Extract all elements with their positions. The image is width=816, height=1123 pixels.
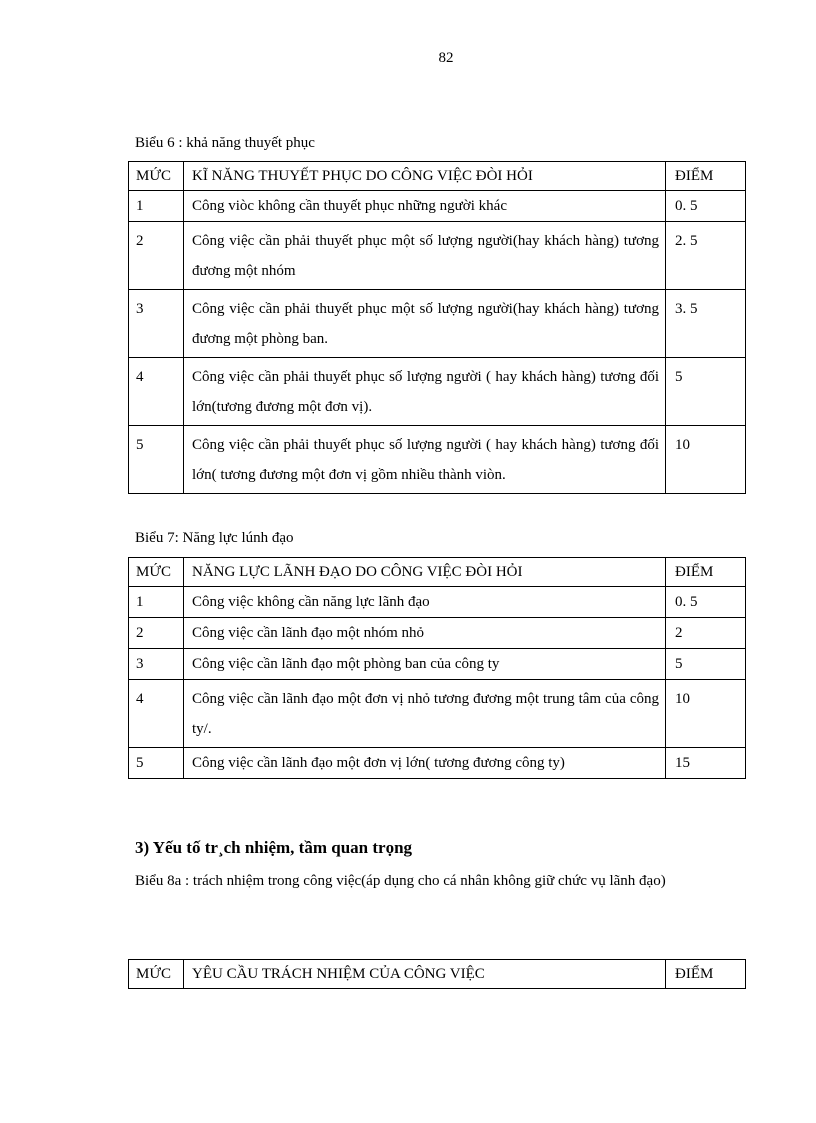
table-row (129, 587, 746, 618)
row-description: Công việc cần phải thuyết phục số lượng người ( hay khách hàng) tương đối lớn( tương đương một đơn vị gồm nhiều thành viòn. (184, 426, 666, 494)
table-row (129, 426, 746, 494)
row-score: 15 (666, 748, 746, 779)
header-description: KĨ NĂNG THUYẾT PHỤC DO CÔNG VIỆC ĐÒI HỎI (184, 162, 666, 191)
table-header-row (129, 558, 746, 587)
table-row (129, 222, 746, 290)
row-level: 4 (129, 358, 184, 426)
table8a-caption: Biểu 8a : trách nhiệm trong công việc(áp dụng cho cá nhân không giữ chức vụ lãnh đạo) (135, 873, 666, 889)
row-level: 2 (129, 222, 184, 290)
table6-caption: Biểu 6 : khả năng thuyết phục (135, 135, 315, 151)
row-score: 0. 5 (666, 587, 746, 618)
row-description: Công việc cần lãnh đạo một đơn vị nhỏ tương đương một trung tâm của công ty/. (184, 680, 666, 748)
header-level: MỨC (129, 960, 184, 989)
row-level: 4 (129, 680, 184, 748)
row-score: 2 (666, 618, 746, 649)
row-level: 2 (129, 618, 184, 649)
row-level: 3 (129, 290, 184, 358)
persuasion-skill-table (128, 161, 746, 494)
header-description: NĂNG LỰC LÃNH ĐẠO DO CÔNG VIỆC ĐÒI HỎI (184, 558, 666, 587)
page-number: 82 (438, 50, 454, 66)
responsibility-table (128, 959, 746, 989)
row-score: 10 (666, 680, 746, 748)
table-header-row (129, 960, 746, 989)
header-score: ĐIỂM (666, 960, 746, 989)
table-row (129, 191, 746, 222)
row-level: 1 (129, 191, 184, 222)
leadership-ability-table (128, 557, 746, 779)
row-score: 5 (666, 358, 746, 426)
row-level: 1 (129, 587, 184, 618)
row-description: Công viòc không cần thuyết phục những người khác (184, 191, 666, 222)
table-header-row (129, 162, 746, 191)
row-description: Công việc cần lãnh đạo một phòng ban của công ty (184, 649, 666, 680)
row-description: Công việc cần lãnh đạo một nhóm nhỏ (184, 618, 666, 649)
row-level: 3 (129, 649, 184, 680)
row-score: 3. 5 (666, 290, 746, 358)
section-heading: 3) Yếu tố tr¸ch nhiệm, tầm quan trọng (135, 838, 413, 857)
header-description: YÊU CẦU TRÁCH NHIỆM CỦA CÔNG VIỆC (184, 960, 666, 989)
table-row (129, 618, 746, 649)
row-level: 5 (129, 748, 184, 779)
row-score: 0. 5 (666, 191, 746, 222)
row-level: 5 (129, 426, 184, 494)
table-row (129, 680, 746, 748)
row-score: 2. 5 (666, 222, 746, 290)
row-description: Công việc cần phải thuyết phục một số lượng người(hay khách hàng) tương đương một phòng ban. (184, 290, 666, 358)
row-description: Công việc không cần năng lực lãnh đạo (184, 587, 666, 618)
header-level: MỨC (129, 162, 184, 191)
row-description: Công việc cần lãnh đạo một đơn vị lớn( tương đương công ty) (184, 748, 666, 779)
header-score: ĐIỂM (666, 558, 746, 587)
header-score: ĐIỂM (666, 162, 746, 191)
table-row (129, 358, 746, 426)
table-row (129, 290, 746, 358)
row-score: 5 (666, 649, 746, 680)
row-score: 10 (666, 426, 746, 494)
row-description: Công việc cần phải thuyết phục một số lượng người(hay khách hàng) tương đương một nhóm (184, 222, 666, 290)
table7-caption: Biểu 7: Năng lực lúnh đạo (135, 530, 294, 546)
row-description: Công việc cần phải thuyết phục số lượng người ( hay khách hàng) tương đối lớn(tương đương một đơn vị). (184, 358, 666, 426)
table-row (129, 748, 746, 779)
table-row (129, 649, 746, 680)
header-level: MỨC (129, 558, 184, 587)
